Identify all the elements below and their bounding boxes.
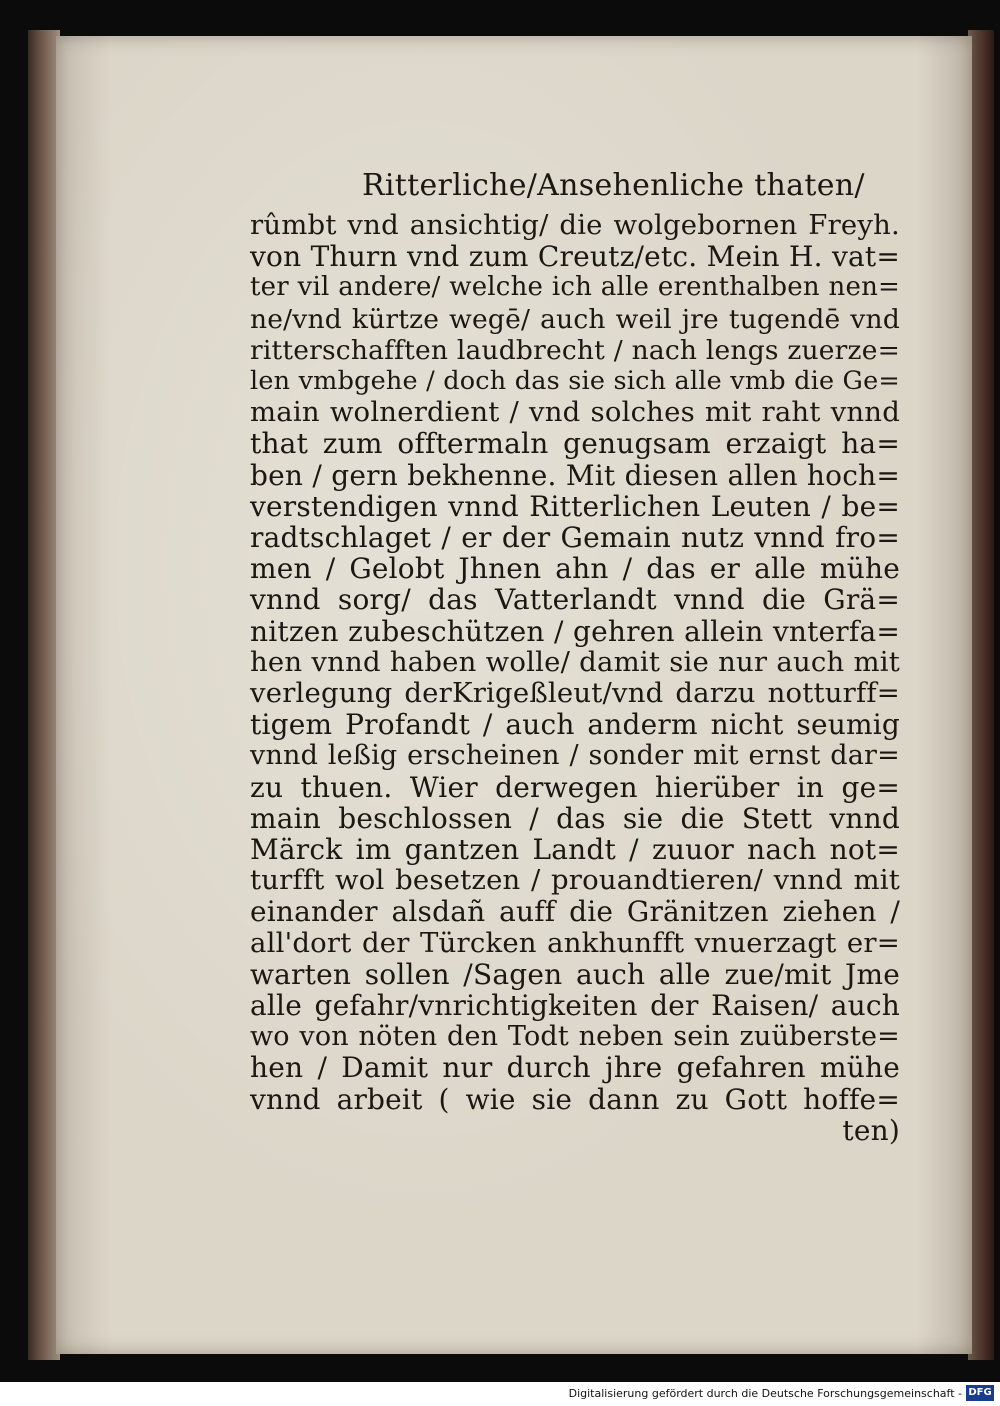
digitization-footer (0, 1382, 1000, 1406)
text-line: zu thuen. Wier derwegen hierüber in ge= (250, 770, 900, 804)
text-line: turfft wol besetzen / prouandtieren/ vnnd mit (250, 864, 900, 897)
text-line: nitzen zubeschützen / gehren allein vnterfa= (250, 614, 900, 648)
text-line: alle gefahr/vnrichtigkeiten der Raisen/ auch (250, 989, 900, 1023)
text-line: hen vnnd haben wolle/ damit sie nur auch mit (250, 645, 900, 678)
text-line: ne/vnd kürtze wegē/ auch weil jre tugendē vnd (250, 303, 900, 335)
text-line: hen / Damit nur durch jhre gefahren mühe (250, 1051, 900, 1085)
dfg-logo-icon: DFG (966, 1385, 994, 1401)
text-line: wo von nöten den Todt neben sein zuüberste= (250, 1021, 900, 1053)
text-line: main beschlossen / das sie die Stett vnnd (250, 801, 900, 835)
text-line: tigem Profandt / auch anderm nicht seumig (250, 708, 900, 742)
text-line: rûmbt vnd ansichtig/ die wolgebornen Freyh. (250, 209, 900, 241)
text-line: vnnd leßig erscheinen / sonder mit ernst dar= (250, 740, 900, 772)
text-line: main wolnerdient / vnd solches mit raht vnnd (250, 396, 900, 429)
text-line: vnnd arbeit ( wie sie dann zu Gott hoffe= (250, 1082, 900, 1116)
page-text-block (250, 168, 910, 1146)
text-line: ben / gern bekhenne. Mit diesen allen hoch= (250, 458, 900, 492)
text-line: ritterschafften laudbrecht / nach lengs zuerze= (250, 334, 900, 366)
text-line: verlegung derKrigeßleut/vnd darzu notturff= (250, 677, 900, 710)
text-line: warten sollen /Sagen auch alle zue/mit Jme (250, 957, 900, 991)
footer-credit: Digitalisierung gefördert durch die Deutsche Forschungsgemeinschaft - (568, 1387, 962, 1400)
text-line: ter vil andere/ welche ich alle erenthalben nen= (250, 272, 900, 303)
text-line: verstendigen vnnd Ritterlichen Leuten / be= (250, 489, 900, 523)
text-line: len vmbgehe / doch das sie sich alle vmb die Ge= (250, 366, 900, 397)
text-line: all'dort der Türcken ankhunfft vnuerzagt er= (250, 926, 900, 959)
running-head: Ritterliche/Ansehenliche thaten/ (362, 168, 865, 203)
text-line: von Thurn vnd zum Creutz/etc. Mein H. vat= (250, 240, 900, 274)
text-line: vnnd sorg/ das Vatterlandt vnnd die Grä= (250, 583, 900, 617)
text-line: that zum offtermaln genugsam erzaigt ha= (250, 427, 900, 461)
text-line: einander alsdañ auff die Gränitzen ziehen / (250, 895, 900, 929)
text-line: men / Gelobt Jhnen ahn / das er alle mühe (250, 552, 900, 586)
text-line: radtschlaget / er der Gemain nutz vnnd fro= (250, 521, 900, 555)
text-line: Märck im gantzen Landt / zuuor nach not= (250, 833, 900, 867)
text-line-catchword: ten) (842, 1113, 900, 1147)
